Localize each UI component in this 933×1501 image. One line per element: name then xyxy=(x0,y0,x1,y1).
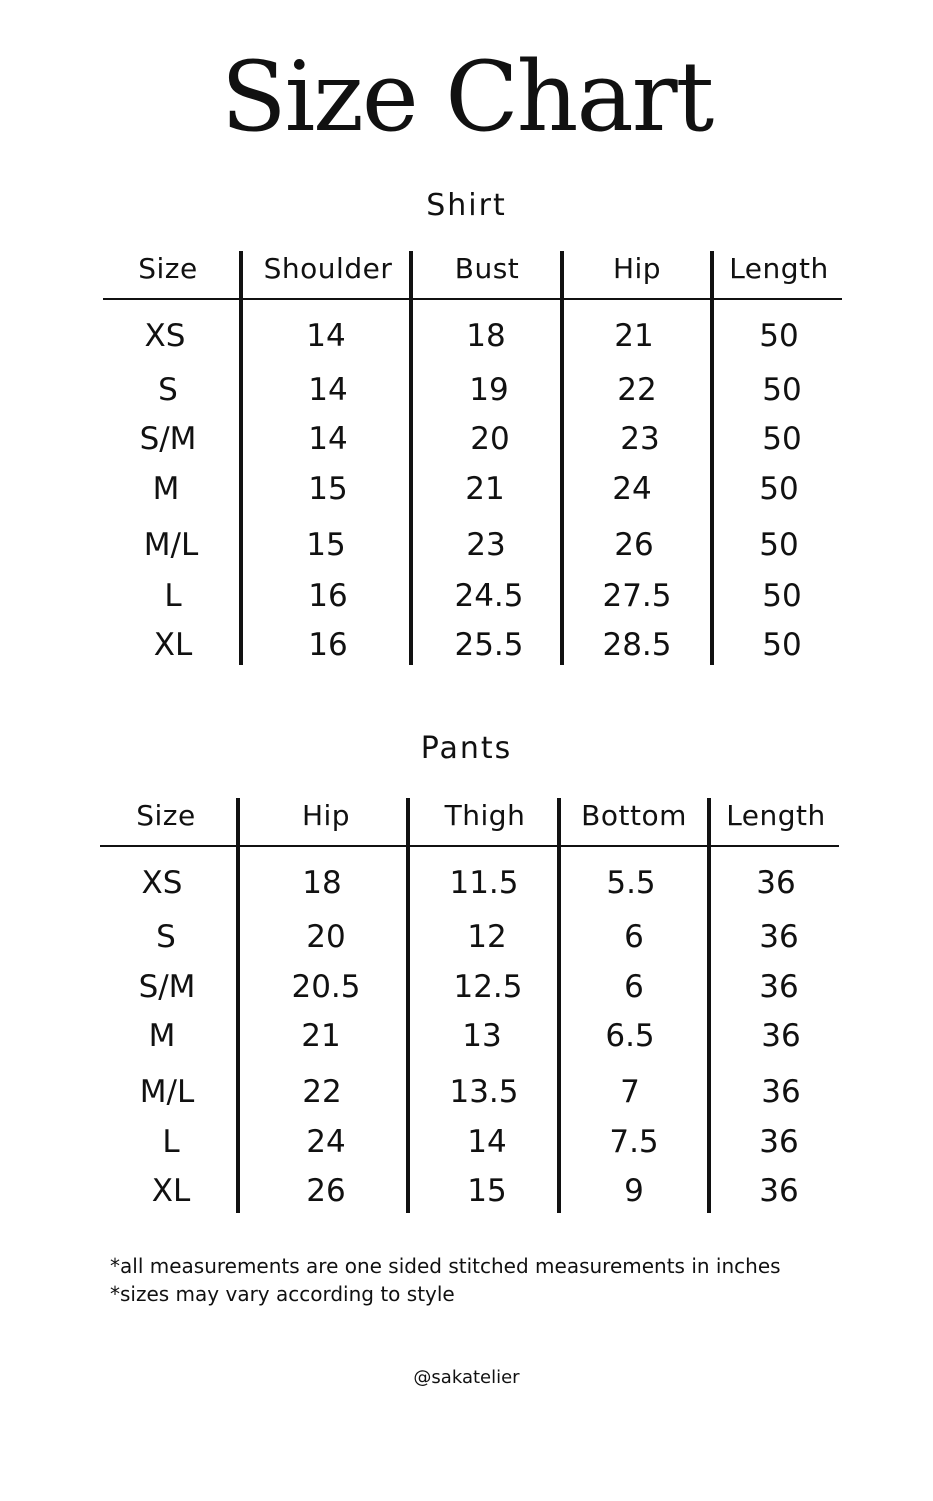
column-header: Shoulder xyxy=(263,252,393,285)
column-header: Size xyxy=(138,252,198,285)
measurement-cell: 50 xyxy=(762,372,802,408)
measurement-cell: 20 xyxy=(470,421,510,457)
measurement-cell: 20.5 xyxy=(291,969,361,1005)
column-header: Size xyxy=(136,799,196,832)
size-label: S/M xyxy=(139,421,197,457)
page-title: Size Chart xyxy=(220,41,713,153)
measurement-cell: 14 xyxy=(308,372,348,408)
size-label: S xyxy=(156,919,176,955)
pants-heading: Pants xyxy=(420,731,513,766)
measurement-cell: 15 xyxy=(467,1173,507,1209)
column-header: Hip xyxy=(612,252,662,285)
measurement-note: *all measurements are one sided stitched measurements in inches xyxy=(110,1254,781,1278)
social-handle: @sakatelier xyxy=(413,1367,520,1388)
measurement-cell: 6 xyxy=(624,919,644,955)
shirt-heading: Shirt xyxy=(426,188,507,223)
measurement-cell: 12.5 xyxy=(453,969,523,1005)
measurement-cell: 36 xyxy=(759,1124,799,1160)
measurement-cell: 36 xyxy=(759,919,799,955)
measurement-cell: 22 xyxy=(302,1074,342,1110)
size-label: M/L xyxy=(143,527,199,563)
measurement-cell: 50 xyxy=(762,627,802,663)
measurement-cell: 36 xyxy=(756,865,796,901)
measurement-cell: 50 xyxy=(759,471,799,507)
size-label: XS xyxy=(144,318,186,354)
measurement-cell: 9 xyxy=(624,1173,644,1209)
size-label: M/L xyxy=(139,1074,195,1110)
measurement-cell: 14 xyxy=(308,421,348,457)
measurement-cell: 7 xyxy=(620,1074,640,1110)
measurement-cell: 26 xyxy=(306,1173,346,1209)
measurement-cell: 5.5 xyxy=(606,865,656,901)
measurement-cell: 27.5 xyxy=(602,578,672,614)
header-rule xyxy=(100,845,839,847)
measurement-cell: 13 xyxy=(462,1018,502,1054)
column-header: Length xyxy=(726,799,826,832)
measurement-cell: 36 xyxy=(759,1173,799,1209)
measurement-cell: 7.5 xyxy=(609,1124,659,1160)
measurement-cell: 6 xyxy=(624,969,644,1005)
column-header: Bust xyxy=(454,252,520,285)
measurement-cell: 36 xyxy=(761,1074,801,1110)
measurement-cell: 25.5 xyxy=(454,627,524,663)
column-header: Hip xyxy=(301,799,351,832)
measurement-cell: 23 xyxy=(620,421,660,457)
measurement-cell: 16 xyxy=(308,627,348,663)
measurement-cell: 15 xyxy=(308,471,348,507)
size-label: M xyxy=(148,1018,176,1054)
measurement-cell: 13.5 xyxy=(449,1074,519,1110)
measurement-cell: 50 xyxy=(762,578,802,614)
measurement-cell: 50 xyxy=(759,527,799,563)
size-label: L xyxy=(164,578,182,614)
measurement-cell: 14 xyxy=(306,318,346,354)
measurement-cell: 11.5 xyxy=(449,865,519,901)
measurement-cell: 24 xyxy=(612,471,652,507)
measurement-cell: 26 xyxy=(614,527,654,563)
size-variation-note: *sizes may vary according to style xyxy=(110,1282,455,1306)
measurement-cell: 19 xyxy=(469,372,509,408)
size-label: XL xyxy=(153,627,193,663)
measurement-cell: 24 xyxy=(306,1124,346,1160)
size-label: XS xyxy=(141,865,183,901)
measurement-cell: 14 xyxy=(467,1124,507,1160)
measurement-cell: 36 xyxy=(761,1018,801,1054)
header-rule xyxy=(103,298,842,300)
measurement-cell: 15 xyxy=(306,527,346,563)
measurement-cell: 21 xyxy=(614,318,654,354)
measurement-cell: 22 xyxy=(617,372,657,408)
column-header: Bottom xyxy=(581,799,687,832)
column-header: Length xyxy=(729,252,829,285)
column-header: Thigh xyxy=(444,799,526,832)
measurement-cell: 12 xyxy=(467,919,507,955)
measurement-cell: 21 xyxy=(465,471,505,507)
measurement-cell: 24.5 xyxy=(454,578,524,614)
size-label: M xyxy=(152,471,180,507)
measurement-cell: 36 xyxy=(759,969,799,1005)
measurement-cell: 50 xyxy=(762,421,802,457)
measurement-cell: 6.5 xyxy=(605,1018,655,1054)
measurement-cell: 18 xyxy=(466,318,506,354)
measurement-cell: 28.5 xyxy=(602,627,672,663)
measurement-cell: 16 xyxy=(308,578,348,614)
measurement-cell: 18 xyxy=(302,865,342,901)
measurement-cell: 50 xyxy=(759,318,799,354)
size-label: L xyxy=(162,1124,180,1160)
size-label: XL xyxy=(151,1173,191,1209)
measurement-cell: 23 xyxy=(466,527,506,563)
size-label: S/M xyxy=(138,969,196,1005)
measurement-cell: 21 xyxy=(301,1018,341,1054)
measurement-cell: 20 xyxy=(306,919,346,955)
size-label: S xyxy=(158,372,178,408)
